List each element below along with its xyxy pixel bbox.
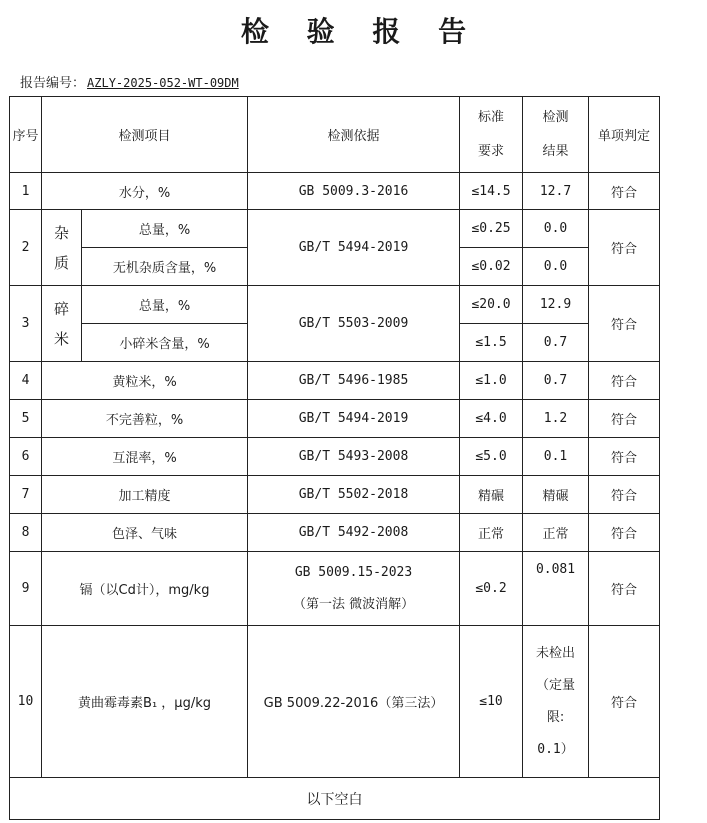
row-standard: ≤5.0 (460, 438, 523, 476)
row-standard: ≤4.0 (460, 400, 523, 438)
row-result: 12.9 (523, 286, 589, 324)
row-result (523, 626, 589, 778)
row-subitem: 小碎米含量，% (82, 324, 248, 362)
row-item: 黄曲霉毒素B₁ ，μg/kg (42, 626, 248, 778)
row-number: 5 (10, 400, 42, 438)
row-judgement: 符合 (589, 400, 660, 438)
row-group-char: 质 (53, 253, 69, 272)
row-result: 1.2 (523, 400, 589, 438)
row-subitem: 总量，% (82, 210, 248, 248)
table-footer-row (10, 778, 660, 820)
row-judgement: 符合 (589, 626, 660, 778)
row-group-char: 米 (53, 329, 69, 348)
header-result-line2: 结果 (542, 143, 569, 159)
row-result: 0.0 (523, 210, 589, 248)
row-standard: ≤20.0 (460, 286, 523, 324)
table-row (10, 552, 660, 626)
header-standard-line1: 标准 (478, 109, 505, 125)
row-basis: GB 5009.3-2016 (248, 173, 460, 210)
row-judgement: 符合 (589, 362, 660, 400)
row-result: 0.1 (523, 438, 589, 476)
header-basis: 检测依据 (248, 97, 460, 173)
row-result: 精碾 (523, 476, 589, 514)
row-number: 10 (10, 626, 42, 778)
row-judgement: 符合 (589, 476, 660, 514)
table-row (10, 286, 660, 324)
row-basis: GB/T 5502-2018 (248, 476, 460, 514)
row-result-line: 未检出 (536, 645, 576, 661)
row-number: 9 (10, 552, 42, 626)
row-standard: ≤14.5 (460, 173, 523, 210)
row-basis: GB/T 5494-2019 (248, 400, 460, 438)
row-number: 3 (10, 286, 42, 362)
row-number: 8 (10, 514, 42, 552)
header-item: 检测项目 (42, 97, 248, 173)
row-result-line: 限: (546, 709, 565, 725)
header-standard (460, 97, 523, 173)
row-standard: ≤0.02 (460, 248, 523, 286)
table-row (10, 626, 660, 778)
row-judgement: 符合 (589, 286, 660, 362)
row-group-label (42, 210, 82, 286)
row-basis (248, 552, 460, 626)
row-item: 黄粒米，% (42, 362, 248, 400)
report-number (20, 72, 239, 91)
table-row (10, 514, 660, 552)
header-seq: 序号 (10, 97, 42, 173)
row-standard: ≤1.5 (460, 324, 523, 362)
row-subitem: 总量，% (82, 286, 248, 324)
row-result: 0.0 (523, 248, 589, 286)
row-item: 色泽、气味 (42, 514, 248, 552)
row-basis: GB/T 5493-2008 (248, 438, 460, 476)
row-judgement: 符合 (589, 210, 660, 286)
row-basis: GB/T 5496-1985 (248, 362, 460, 400)
row-standard: ≤0.25 (460, 210, 523, 248)
row-judgement: 符合 (589, 173, 660, 210)
row-basis: GB 5009.22-2016（第三法） (248, 626, 460, 778)
row-number: 2 (10, 210, 42, 286)
table-row (10, 173, 660, 210)
table-header-row (10, 97, 660, 173)
header-result-line1: 检测 (542, 109, 569, 125)
row-item: 互混率，% (42, 438, 248, 476)
row-group-char: 碎 (53, 299, 69, 318)
table-row (10, 400, 660, 438)
table-row (10, 362, 660, 400)
row-number: 4 (10, 362, 42, 400)
row-subitem: 无机杂质含量，% (82, 248, 248, 286)
inspection-table (9, 96, 660, 820)
table-row (10, 210, 660, 248)
header-judgement: 单项判定 (589, 97, 660, 173)
report-number-value: AZLY-2025-052-WT-09DM (87, 76, 239, 90)
row-result: 正常 (523, 514, 589, 552)
row-standard: 精碾 (460, 476, 523, 514)
row-result-line: （定量 (536, 677, 576, 693)
header-result (523, 97, 589, 173)
table-row (10, 476, 660, 514)
row-item: 不完善粒，% (42, 400, 248, 438)
row-number: 7 (10, 476, 42, 514)
report-number-label: 报告编号： (20, 76, 86, 91)
row-number: 1 (10, 173, 42, 210)
row-number: 6 (10, 438, 42, 476)
row-standard: ≤0.2 (460, 552, 523, 626)
row-judgement: 符合 (589, 552, 660, 626)
row-result: 0.7 (523, 362, 589, 400)
row-basis-line: （第一法 微波消解） (292, 596, 415, 612)
row-basis: GB/T 5503-2009 (248, 286, 460, 362)
row-group-label (42, 286, 82, 362)
table-row (10, 438, 660, 476)
row-result-line: 0.1） (537, 741, 574, 757)
row-basis-line: GB 5009.15-2023 (294, 564, 413, 580)
row-group-char: 杂 (53, 223, 69, 242)
row-basis: GB/T 5494-2019 (248, 210, 460, 286)
row-result: 0.7 (523, 324, 589, 362)
row-standard: ≤1.0 (460, 362, 523, 400)
blank-below-note: 以下空白 (10, 778, 660, 820)
row-standard: ≤10 (460, 626, 523, 778)
row-item: 加工精度 (42, 476, 248, 514)
row-judgement: 符合 (589, 438, 660, 476)
row-item: 水分，% (42, 173, 248, 210)
row-result: 12.7 (523, 173, 589, 210)
row-standard: 正常 (460, 514, 523, 552)
header-standard-line2: 要求 (478, 143, 505, 159)
row-item: 镉（以Cd计），mg/kg (42, 552, 248, 626)
row-judgement: 符合 (589, 514, 660, 552)
report-title: 检 验 报 告 (240, 15, 481, 48)
row-result: 0.081 (523, 552, 589, 626)
row-basis: GB/T 5492-2008 (248, 514, 460, 552)
